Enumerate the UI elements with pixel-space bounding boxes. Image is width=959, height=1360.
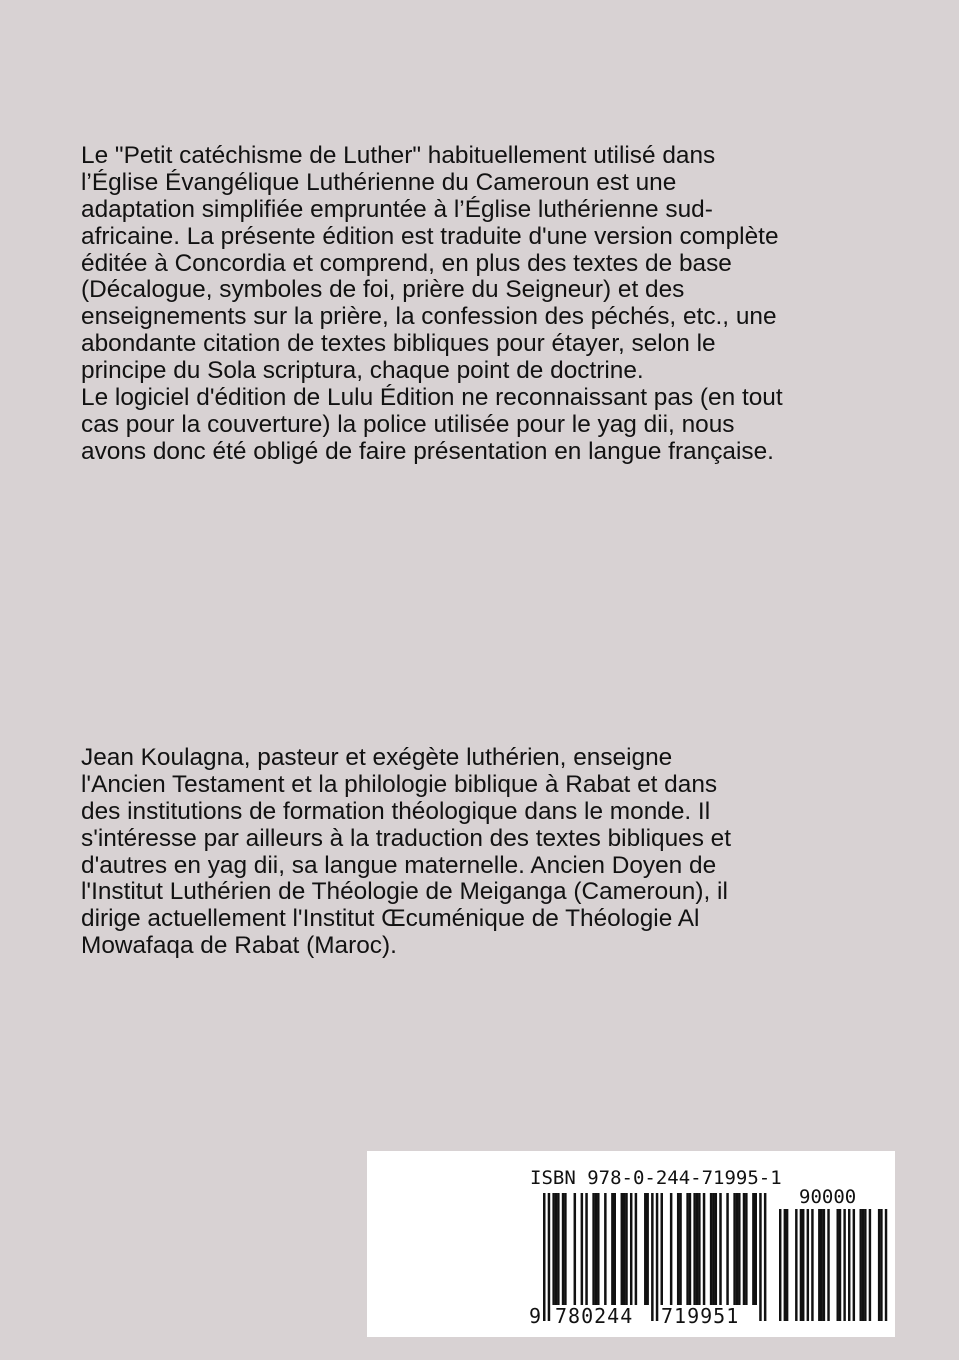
barcode-bar (703, 1193, 706, 1305)
addon-bar (848, 1209, 850, 1321)
barcode-guard-bar (543, 1193, 546, 1321)
addon-bar (784, 1209, 786, 1321)
barcode-bar (597, 1193, 600, 1305)
barcode-bar (710, 1193, 713, 1305)
addon-bar (818, 1209, 820, 1321)
barcode-bar (644, 1193, 647, 1305)
barcode-guard-bar (764, 1193, 767, 1321)
synopsis-line: enseignements sur la prière, la confession des péchés, etc., une (81, 303, 777, 331)
barcode-bar (719, 1193, 722, 1305)
addon-bar (820, 1209, 822, 1321)
addon-bar (800, 1209, 802, 1321)
barcode-bar (733, 1193, 736, 1305)
addon-bar (880, 1209, 882, 1321)
addon-bar (869, 1209, 871, 1321)
barcode-bar (592, 1193, 595, 1305)
addon-bar (786, 1209, 788, 1321)
author-bio-line: Mowafaqa de Rabat (Maroc). (81, 932, 397, 960)
addon-bar (779, 1209, 781, 1321)
barcode-left-digits: 780244 (555, 1304, 634, 1328)
barcode-graphic (367, 1151, 895, 1337)
barcode-bar (635, 1193, 638, 1305)
barcode-bar (581, 1193, 584, 1305)
synopsis-line: Le logiciel d'édition de Lulu Édition ne reconnaissant pas (en tout (81, 384, 783, 412)
barcode-bar (614, 1193, 617, 1305)
synopsis-line: l’Église Évangélique Luthérienne du Cameroun est une (81, 168, 677, 196)
price-code: 90000 (799, 1186, 857, 1208)
barcode-bar (712, 1193, 715, 1305)
addon-bar (839, 1209, 841, 1321)
author-bio-line: dirige actuellement l'Institut Œcuménique de Théologie Al (81, 905, 700, 933)
addon-bar (837, 1209, 839, 1321)
barcode-bar (552, 1193, 555, 1305)
barcode-bar (736, 1193, 739, 1305)
addon-bar (864, 1209, 866, 1321)
addon-bar (862, 1209, 864, 1321)
author-bio-line: des institutions de formation théologique dans le monde. Il (81, 797, 711, 825)
barcode-bar (696, 1193, 699, 1305)
addon-bars (779, 1209, 887, 1321)
barcode-bar (623, 1193, 626, 1305)
synopsis-paragraph (81, 143, 881, 466)
author-bio-line: Jean Koulagna, pasteur et exégète luthérien, enseigne (81, 744, 673, 771)
synopsis-line: éditée à Concordia et comprend, en plus des textes de base (81, 249, 732, 277)
barcode-bar (752, 1193, 755, 1305)
addon-bar (811, 1209, 813, 1321)
isbn-barcode-panel (367, 1151, 895, 1337)
addon-bar (860, 1209, 862, 1321)
barcode-bar (693, 1193, 696, 1305)
author-bio-line: l'Ancien Testament et la philologie biblique à Rabat et dans (81, 770, 718, 798)
synopsis-line: avons donc été obligé de faire présentation en langue française. (81, 437, 774, 465)
barcode-bar (677, 1193, 680, 1305)
barcode-bar (755, 1193, 758, 1305)
barcode-bar (679, 1193, 682, 1305)
barcode-bar (564, 1193, 567, 1305)
synopsis-line: africaine. La présente édition est traduite d'une version complète (81, 222, 779, 250)
barcode-bar (726, 1193, 729, 1305)
barcode-bar (686, 1193, 689, 1305)
author-bio-line: l'Institut Luthérien de Théologie de Meiganga (Cameroun), il (81, 878, 728, 906)
author-bio-line: s'intéresse par ailleurs à la traduction des textes bibliques et (81, 824, 732, 852)
barcode-bar (630, 1193, 633, 1305)
barcode-bar (562, 1193, 565, 1305)
addon-bar (802, 1209, 804, 1321)
barcode-bar (604, 1193, 607, 1305)
barcode-bar (689, 1193, 692, 1305)
barcode-bar (738, 1193, 741, 1305)
barcode-bar (555, 1193, 558, 1305)
synopsis-line: Le "Petit catéchisme de Luther" habituellement utilisé dans (81, 142, 716, 169)
barcode-guard-bar (651, 1193, 654, 1321)
addon-bar (885, 1209, 887, 1321)
barcode-bar (611, 1193, 614, 1305)
barcode-guard-bar (548, 1193, 551, 1321)
addon-bar (823, 1209, 825, 1321)
addon-bar (853, 1209, 855, 1321)
barcode-guard-bar (759, 1193, 762, 1321)
barcode-bar (743, 1193, 746, 1305)
ean13-bars (543, 1193, 766, 1321)
barcode-bar (670, 1193, 673, 1305)
barcode-bar (621, 1193, 624, 1305)
barcode-right-digits: 719951 (661, 1304, 740, 1328)
synopsis-line: cas pour la couverture) la police utilisée pour le yag dii, nous (81, 410, 735, 438)
barcode-bar (745, 1193, 748, 1305)
barcode-bar (625, 1193, 628, 1305)
synopsis-line: abondante citation de textes bibliques pour étayer, selon le (81, 330, 716, 358)
addon-bar (795, 1209, 797, 1321)
author-bio-paragraph (81, 745, 881, 960)
synopsis-line: principe du Sola scriptura, chaque point de doctrine. (81, 357, 644, 385)
synopsis-line: adaptation simplifiée empruntée à l’Église luthérienne sud- (81, 195, 713, 223)
barcode-first-digit: 9 (529, 1304, 542, 1328)
addon-bar (807, 1209, 809, 1321)
addon-bar (878, 1209, 880, 1321)
addon-bar (843, 1209, 845, 1321)
barcode-bar (574, 1193, 577, 1305)
barcode-bar (646, 1193, 649, 1305)
barcode-bar (661, 1193, 664, 1305)
barcode-bar (715, 1193, 718, 1305)
synopsis-line: (Décalogue, symboles de foi, prière du Seigneur) et des (81, 276, 685, 304)
author-bio-line: d'autres en yag dii, sa langue maternelle. Ancien Doyen de (81, 851, 717, 879)
barcode-bar (595, 1193, 598, 1305)
isbn-label: ISBN 978-0-244-71995-1 (530, 1167, 782, 1189)
barcode-bar (557, 1193, 560, 1305)
addon-bar (827, 1209, 829, 1321)
barcode-bar (585, 1193, 588, 1305)
barcode-guard-bar (656, 1193, 659, 1321)
barcode-bar (698, 1193, 701, 1305)
